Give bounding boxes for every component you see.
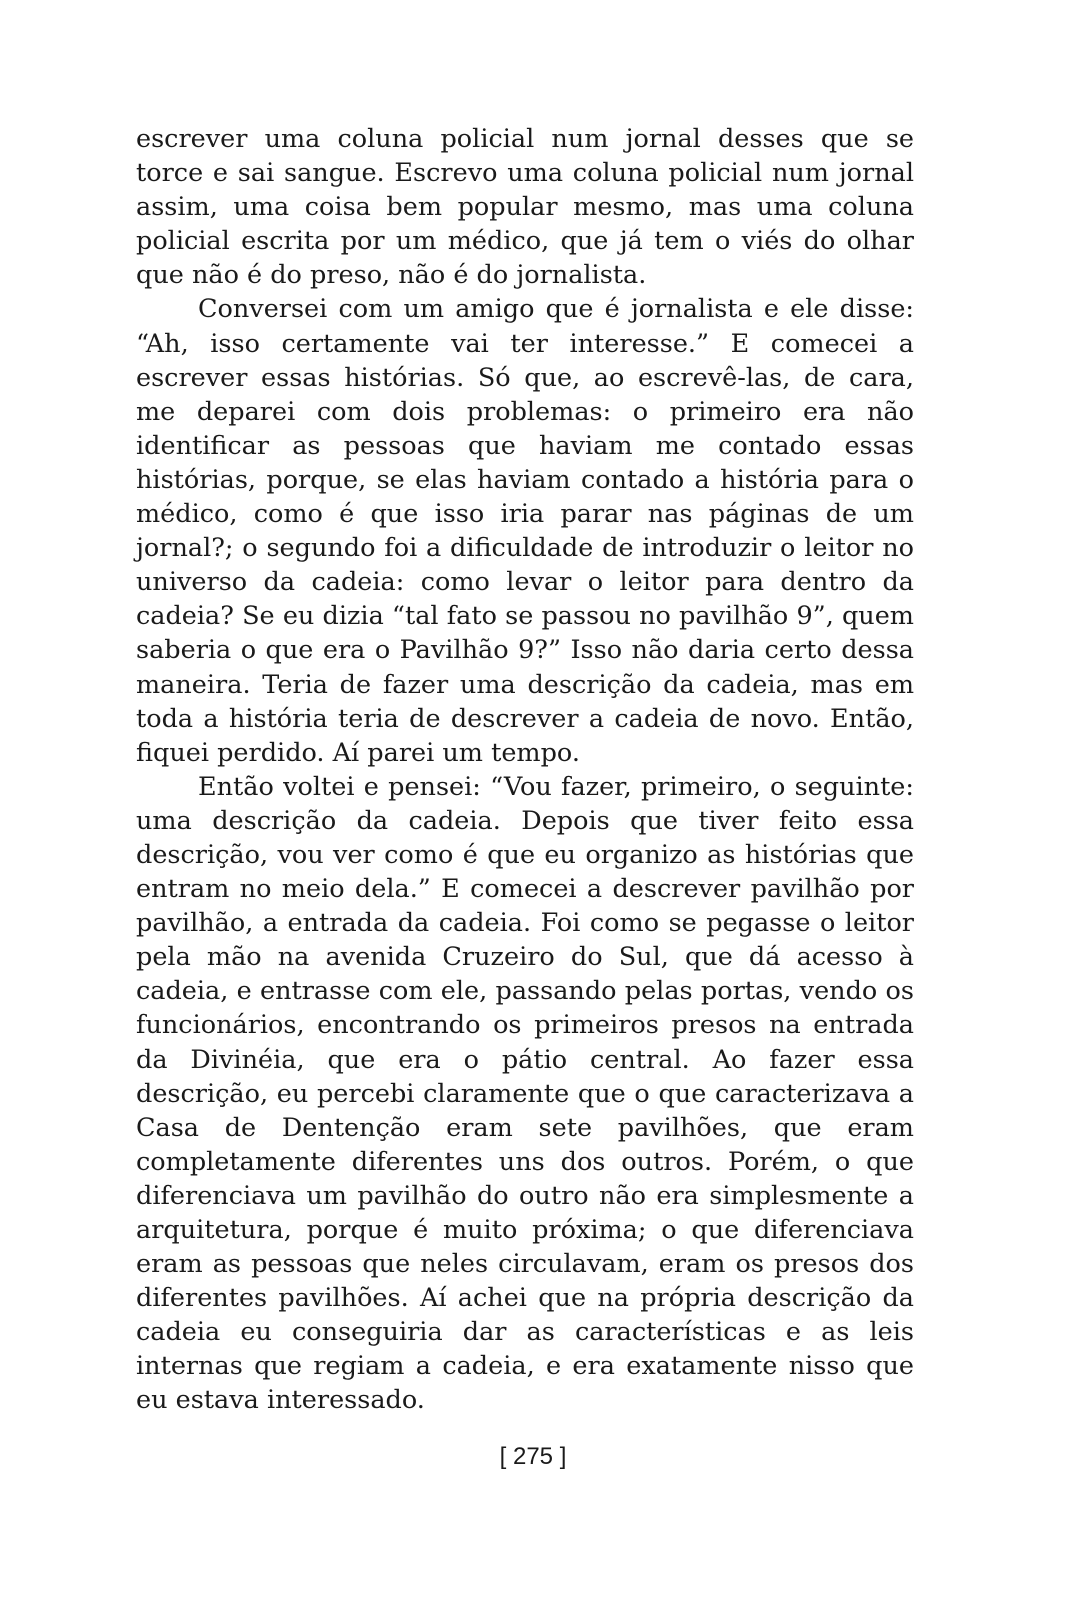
paragraph-2: Conversei com um amigo que é jornalista e ele disse: “Ah, isso certamente vai ter interesse.” E comecei a escrever essas histórias. Só que, ao escrevê-las, de cara, me deparei com dois problemas: o primeiro era não identificar as pessoas que haviam me contado essas histórias, porque, se elas haviam contado a história para o médico, como é que isso iria parar nas páginas de um jornal?; o segundo foi a dificuldade de introduzir o leitor no universo da cadeia: como levar o leitor para dentro da cadeia? Se eu dizia “tal fato se passou no pavilhão 9”, quem saberia o que era o Pavilhão 9?” Isso não daria certo dessa maneira. Teria de fazer uma descrição da cadeia, mas em toda a história teria de descrever a cadeia de novo. Então, fiquei perdido. Aí parei um tempo. — [136, 294, 914, 768]
paragraph-1: escrever uma coluna policial num jornal desses que se torce e sai sangue. Escrevo uma coluna policial num jornal assim, uma coisa bem popular mesmo, mas uma coluna policial escrita por um médico, que já tem o viés do olhar que não é do preso, não é do jornalista. — [136, 124, 914, 291]
body-text — [136, 122, 914, 1418]
page-number: [ 275 ] — [499, 1443, 567, 1470]
paragraph-3: Então voltei e pensei: “Vou fazer, primeiro, o seguinte: uma descrição da cadeia. Depois que tiver feito essa descrição, vou ver como é que eu organizo as histórias que entram no meio dela.” E comecei a descrever pavilhão por pavilhão, a entrada da cadeia. Foi como se pegasse o leitor pela mão na avenida Cruzeiro do Sul, que dá acesso à cadeia, e entrasse com ele, passando pelas portas, vendo os funcionários, encontrando os primeiros presos na entrada da Divinéia, que era o pátio central. Ao fazer essa descrição, eu percebi claramente que o que caracterizava a Casa de Dentenção eram sete pavilhões, que eram completamente diferentes uns dos outros. Porém, o que diferenciava um pavilhão do outro não era simplesmente a arquitetura, porque é muito próxima; o que diferenciava eram as pessoas que neles circulavam, eram os presos dos diferentes pavilhões. Aí achei que na própria descrição da cadeia eu conseguiria dar as características e as leis internas que regiam a cadeia, e era exatamente nisso que eu estava interessado. — [136, 771, 914, 1416]
